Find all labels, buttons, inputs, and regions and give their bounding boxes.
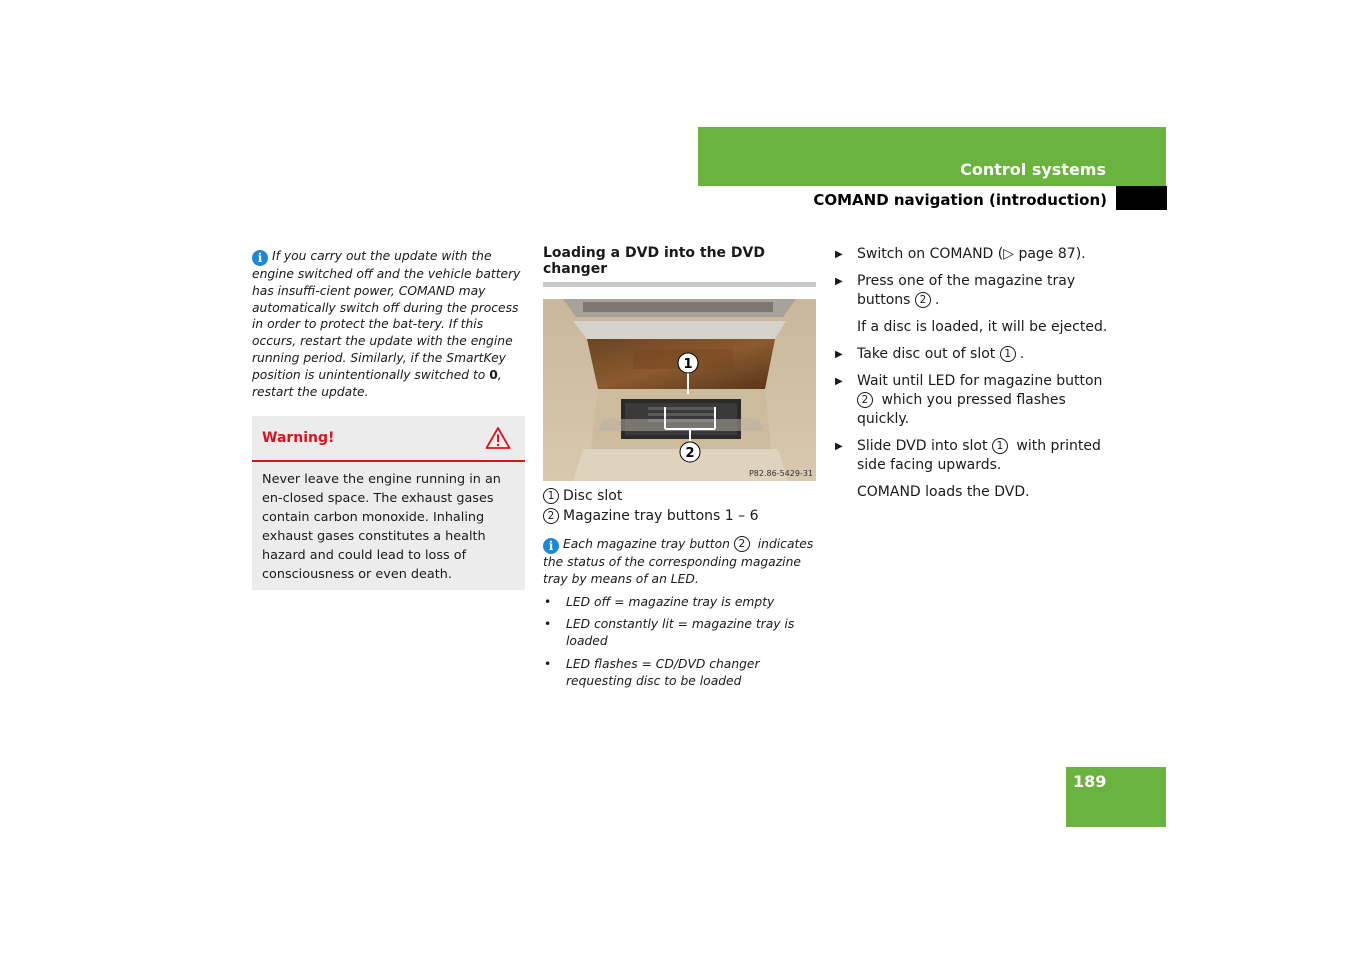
- callout-number: 1: [543, 488, 559, 504]
- step-text-end: .: [1019, 346, 1025, 362]
- left-column: [252, 248, 525, 590]
- step-text-end: with printed side facing upwards.: [857, 438, 1101, 473]
- step: [833, 372, 1113, 429]
- info-icon: i: [252, 250, 268, 266]
- warning-body: Never leave the engine running in an en-closed space. The exhaust gases contain carbon monoxide. Inhaling exhaust gases constitutes a health hazard and could lead to loss of consciousness or even death.: [262, 472, 501, 583]
- warning-header: [252, 416, 525, 462]
- step: [833, 245, 1113, 264]
- info-text: If you carry out the update with the engine switched off and the vehicle battery has insuffi-cient power, COMAND may automatically switch off during the process in order to protect the bat-tery. If this occurs, restart the update with the engine running period. Similarly, if the SmartKey position is unintentionally switched to: [252, 249, 521, 382]
- step: [833, 345, 1113, 364]
- arrow-right-icon: ▶: [835, 249, 843, 260]
- dvd-changer-photo: [543, 299, 816, 481]
- callout-number: 1: [992, 438, 1008, 454]
- step: [833, 272, 1113, 310]
- dvd-section-title: Loading a DVD into the DVD changer: [543, 245, 816, 287]
- subsection-title: COMAND navigation (introduction): [813, 191, 1107, 209]
- warning-triangle-icon: [485, 426, 511, 450]
- step-text: Wait until LED for magazine button: [857, 373, 1103, 389]
- step-text: Switch on COMAND (▷ page 87).: [857, 246, 1086, 262]
- middle-column: [543, 245, 816, 696]
- page-number: 189: [1073, 772, 1107, 791]
- legend-item: [543, 507, 816, 527]
- arrow-right-icon: ▶: [835, 349, 843, 360]
- list-item: • LED constantly lit = magazine tray is loaded: [543, 616, 816, 650]
- callout-number: 2: [915, 292, 931, 308]
- info-text-end: indicates the status of the corresponding magazine tray by means of an LED.: [543, 537, 814, 586]
- step-text: Slide DVD into slot: [857, 438, 992, 454]
- warning-box: [252, 416, 525, 590]
- arrow-right-icon: ▶: [835, 441, 843, 452]
- step-text-end: which you pressed flashes quickly.: [857, 392, 1066, 427]
- legend-text: Magazine tray buttons 1 – 6: [563, 507, 759, 524]
- section-title: Control systems: [960, 160, 1106, 179]
- info-note: [252, 248, 525, 400]
- svg-text:2: 2: [685, 446, 695, 461]
- info-note-led: [543, 536, 816, 588]
- list-item: • LED flashes = CD/DVD changer requesting disc to be loaded: [543, 656, 816, 690]
- info-text-end: , restart the update.: [252, 367, 502, 399]
- photo-legend: [543, 487, 816, 526]
- callout-number: 2: [734, 536, 750, 552]
- header-band: [698, 127, 1166, 186]
- list-item: • LED off = magazine tray is empty: [543, 594, 816, 611]
- photo-code: P82.86-5429-31: [748, 469, 813, 478]
- callout-number: 1: [1000, 346, 1016, 362]
- info-icon: i: [543, 538, 559, 554]
- section-tab: [1116, 186, 1167, 210]
- legend-text: Disc slot: [563, 488, 623, 504]
- step-text: Take disc out of slot: [857, 346, 1000, 362]
- subheader: [698, 186, 1167, 211]
- arrow-right-icon: ▶: [835, 276, 843, 287]
- step-text: Press one of the magazine tray buttons: [857, 273, 1076, 308]
- legend-item: [543, 487, 816, 507]
- page-number-box: [1066, 767, 1166, 827]
- key-position: 0: [489, 367, 498, 382]
- instruction-steps: [833, 245, 1113, 510]
- callout-number: 2: [857, 392, 873, 408]
- arrow-right-icon: ▶: [835, 376, 843, 387]
- step-result: If a disc is loaded, it will be ejected.: [857, 319, 1108, 335]
- step-result: COMAND loads the DVD.: [857, 484, 1030, 500]
- info-text: Each magazine tray button: [563, 537, 734, 551]
- callout-number: 2: [543, 508, 559, 524]
- led-status-list: [543, 594, 816, 690]
- svg-text:1: 1: [683, 357, 693, 372]
- step: [833, 437, 1113, 475]
- warning-title: Warning!: [262, 430, 335, 447]
- step-text-end: .: [934, 292, 940, 308]
